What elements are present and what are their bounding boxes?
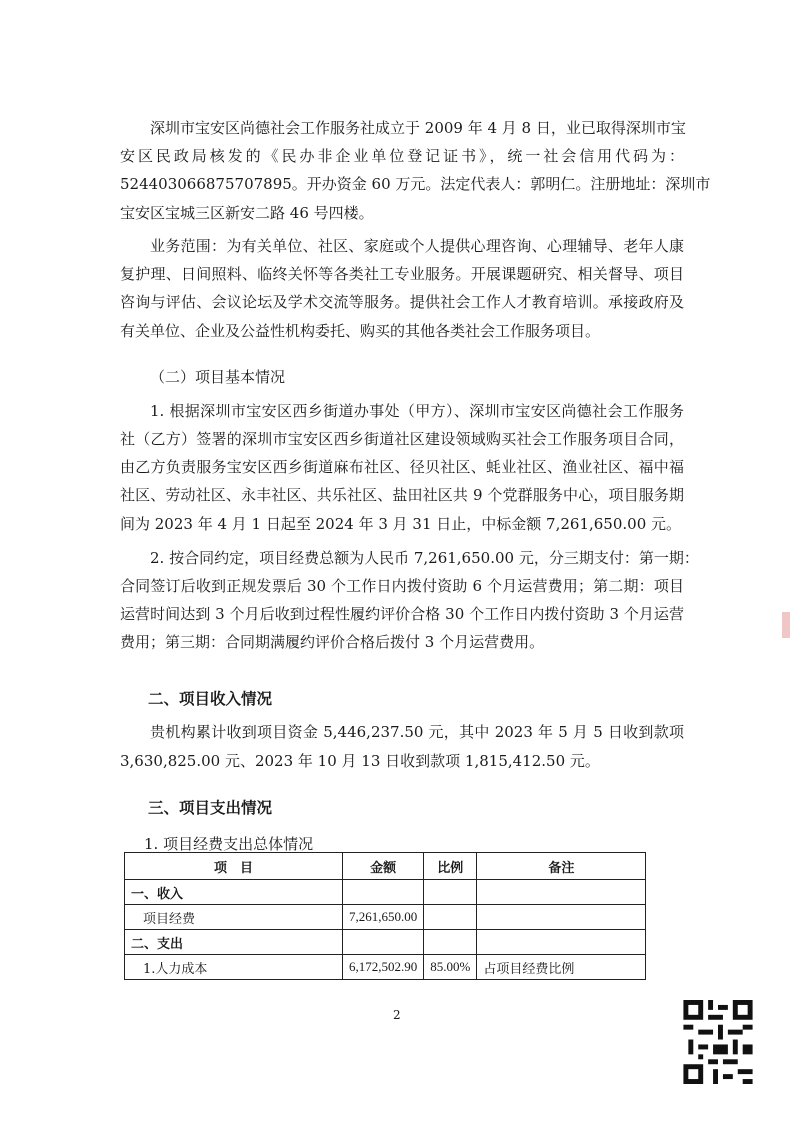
text-line: 3,630,825.00 元、2023 年 10 月 13 日收到款项 1,815,412.50 元。 <box>120 752 600 770</box>
cell-note <box>477 905 646 930</box>
text-line: 社区、劳动社区、永丰社区、共乐社区、盐田社区共 9 个党群服务中心，项目服务期 <box>120 486 684 504</box>
cell-note: 占项目经费比例 <box>477 955 646 980</box>
text-line: 由乙方负责服务宝安区西乡街道麻布社区、径贝社区、蚝业社区、渔业社区、福中福 <box>120 458 684 476</box>
table-header-row <box>125 853 646 880</box>
table-row <box>125 955 646 980</box>
expense-table <box>124 852 646 980</box>
table-row <box>125 905 646 930</box>
header-amount: 金额 <box>343 853 424 880</box>
cell-amount: 6,172,502.90 <box>343 955 424 980</box>
page-number: 2 <box>393 1008 401 1022</box>
header-ratio: 比例 <box>424 853 477 880</box>
text-line: 524403066875707895。开办资金 60 万元。法定代表人：郭明仁。注册地址：深圳市 <box>120 175 711 193</box>
text-line: 安区民政局核发的《民办非企业单位登记证书》，统一社会信用代码为： <box>120 147 684 165</box>
text-line: 宝安区宝城三区新安二路 46 号四楼。 <box>120 204 374 222</box>
cell-item: 1.人力成本 <box>125 955 343 980</box>
cell-ratio <box>424 880 477 905</box>
text-line: 费用；第三期：合同期满履约评价合格后拨付 3 个月运营费用。 <box>120 633 545 651</box>
text-line: 合同签订后收到正规发票后 30 个工作日内拨付资助 6 个月运营费用；第二期：项目 <box>120 577 684 595</box>
header-item: 项 目 <box>125 853 343 880</box>
cell-ratio <box>424 905 477 930</box>
cell-amount <box>343 880 424 905</box>
cell-item: 一、收入 <box>125 880 343 905</box>
text-line: 社（乙方）签署的深圳市宝安区西乡街道社区建设领域购买社会工作服务项目合同， <box>120 430 684 448</box>
cell-item: 二、支出 <box>125 930 343 955</box>
cell-ratio: 85.00% <box>424 955 477 980</box>
text-line: 1. 根据深圳市宝安区西乡街道办事处（甲方）、深圳市宝安区尚德社会工作服务 <box>150 402 684 420</box>
text-line: 复护理、日间照料、临终关怀等各类社工专业服务。开展课题研究、相关督导、项目 <box>120 265 684 283</box>
text-line: 有关单位、企业及公益性机构委托、购买的其他各类社会工作服务项目。 <box>120 322 601 340</box>
header-note: 备注 <box>477 853 646 880</box>
table-row <box>125 930 646 955</box>
cell-note <box>477 880 646 905</box>
table-caption: 1. 项目经费支出总体情况 <box>144 835 314 853</box>
cell-ratio <box>424 930 477 955</box>
cell-note <box>477 930 646 955</box>
text-line: 2. 按合同约定，项目经费总额为人民币 7,261,650.00 元，分三期支付：第一期： <box>150 549 699 567</box>
section-heading-expense: 三、项目支出情况 <box>148 799 273 817</box>
text-line: 间为 2023 年 4 月 1 日起至 2024 年 3 月 31 日止，中标金额 7,261,650.00 元。 <box>120 515 682 533</box>
section-heading-basic: （二）项目基本情况 <box>150 368 286 386</box>
cell-amount: 7,261,650.00 <box>343 905 424 930</box>
cell-item: 项目经费 <box>125 905 343 930</box>
text-line: 运营时间达到 3 个月后收到过程性履约评价合格 30 个工作日内拨付资助 3 个月运营 <box>120 605 684 623</box>
text-line: 咨询与评估、会议论坛及学术交流等服务。提供社会工作人才教育培训。承接政府及 <box>120 293 684 311</box>
text-line: 业务范围：为有关单位、社区、家庭或个人提供心理咨询、心理辅导、老年人康 <box>150 237 684 255</box>
section-heading-income: 二、项目收入情况 <box>148 690 273 708</box>
stamp-edge-mark <box>782 612 790 638</box>
qr-code-icon <box>683 1000 753 1084</box>
text-line: 贵机构累计收到项目资金 5,446,237.50 元，其中 2023 年 5 月 5 日收到款项 <box>150 723 684 741</box>
text-line: 深圳市宝安区尚德社会工作服务社成立于 2009 年 4 月 8 日，业已取得深圳市宝 <box>150 119 686 137</box>
table-row <box>125 880 646 905</box>
cell-amount <box>343 930 424 955</box>
